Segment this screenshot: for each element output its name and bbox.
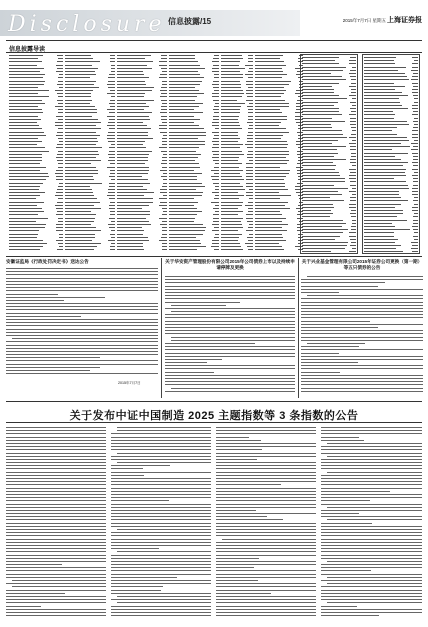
- index-column: [117, 54, 167, 254]
- article-column-2: [111, 427, 211, 623]
- index-rule: [6, 52, 422, 53]
- headline-rule: [6, 401, 422, 402]
- column-divider-2: [298, 258, 299, 398]
- notice-3-title: 关于兴业基金管理有限公司2015年证券公司更换（第一期）等五只债券的公告: [301, 259, 423, 270]
- section-label: 信息披露/15: [168, 17, 212, 26]
- notice-1-date: 2015年7月7日: [118, 381, 141, 385]
- notice-1-body: [6, 268, 158, 378]
- index-column: [221, 54, 253, 254]
- index-column: [65, 54, 115, 254]
- top-rule: [6, 40, 422, 41]
- notice-2-body: [165, 276, 295, 396]
- column-divider-1: [161, 258, 162, 398]
- issue-date: 2015年7月7日 星期五: [342, 18, 386, 23]
- headline-underline: [6, 422, 422, 423]
- masthead-wordmark: Disclosure: [8, 12, 166, 37]
- notice-1-title: 安徽证监局《行政处罚决定书》送达公告: [6, 259, 89, 264]
- notice-rule: [6, 256, 422, 257]
- notice-2-title: 关于华安资产管理股份有限公司2015年公司债券上市以及持续申请停牌及更换: [165, 259, 295, 270]
- index-table-right-a-rows: [302, 56, 356, 252]
- notice-3-body: [301, 276, 423, 396]
- index-title: 信息披露导读: [9, 47, 46, 53]
- index-table-right-b-rows: [364, 56, 418, 252]
- article-column-3: [216, 427, 316, 623]
- newspaper-brand: 上海证券报: [387, 16, 422, 24]
- main-headline: 关于发布中证中国制造 2025 主题指数等 3 条指数的公告: [69, 410, 359, 422]
- index-column: [169, 54, 219, 254]
- index-column: [255, 54, 303, 254]
- index-column: [9, 54, 63, 254]
- article-column-4: [321, 427, 422, 623]
- masthead: [0, 0, 428, 42]
- article-column-1: [6, 427, 106, 623]
